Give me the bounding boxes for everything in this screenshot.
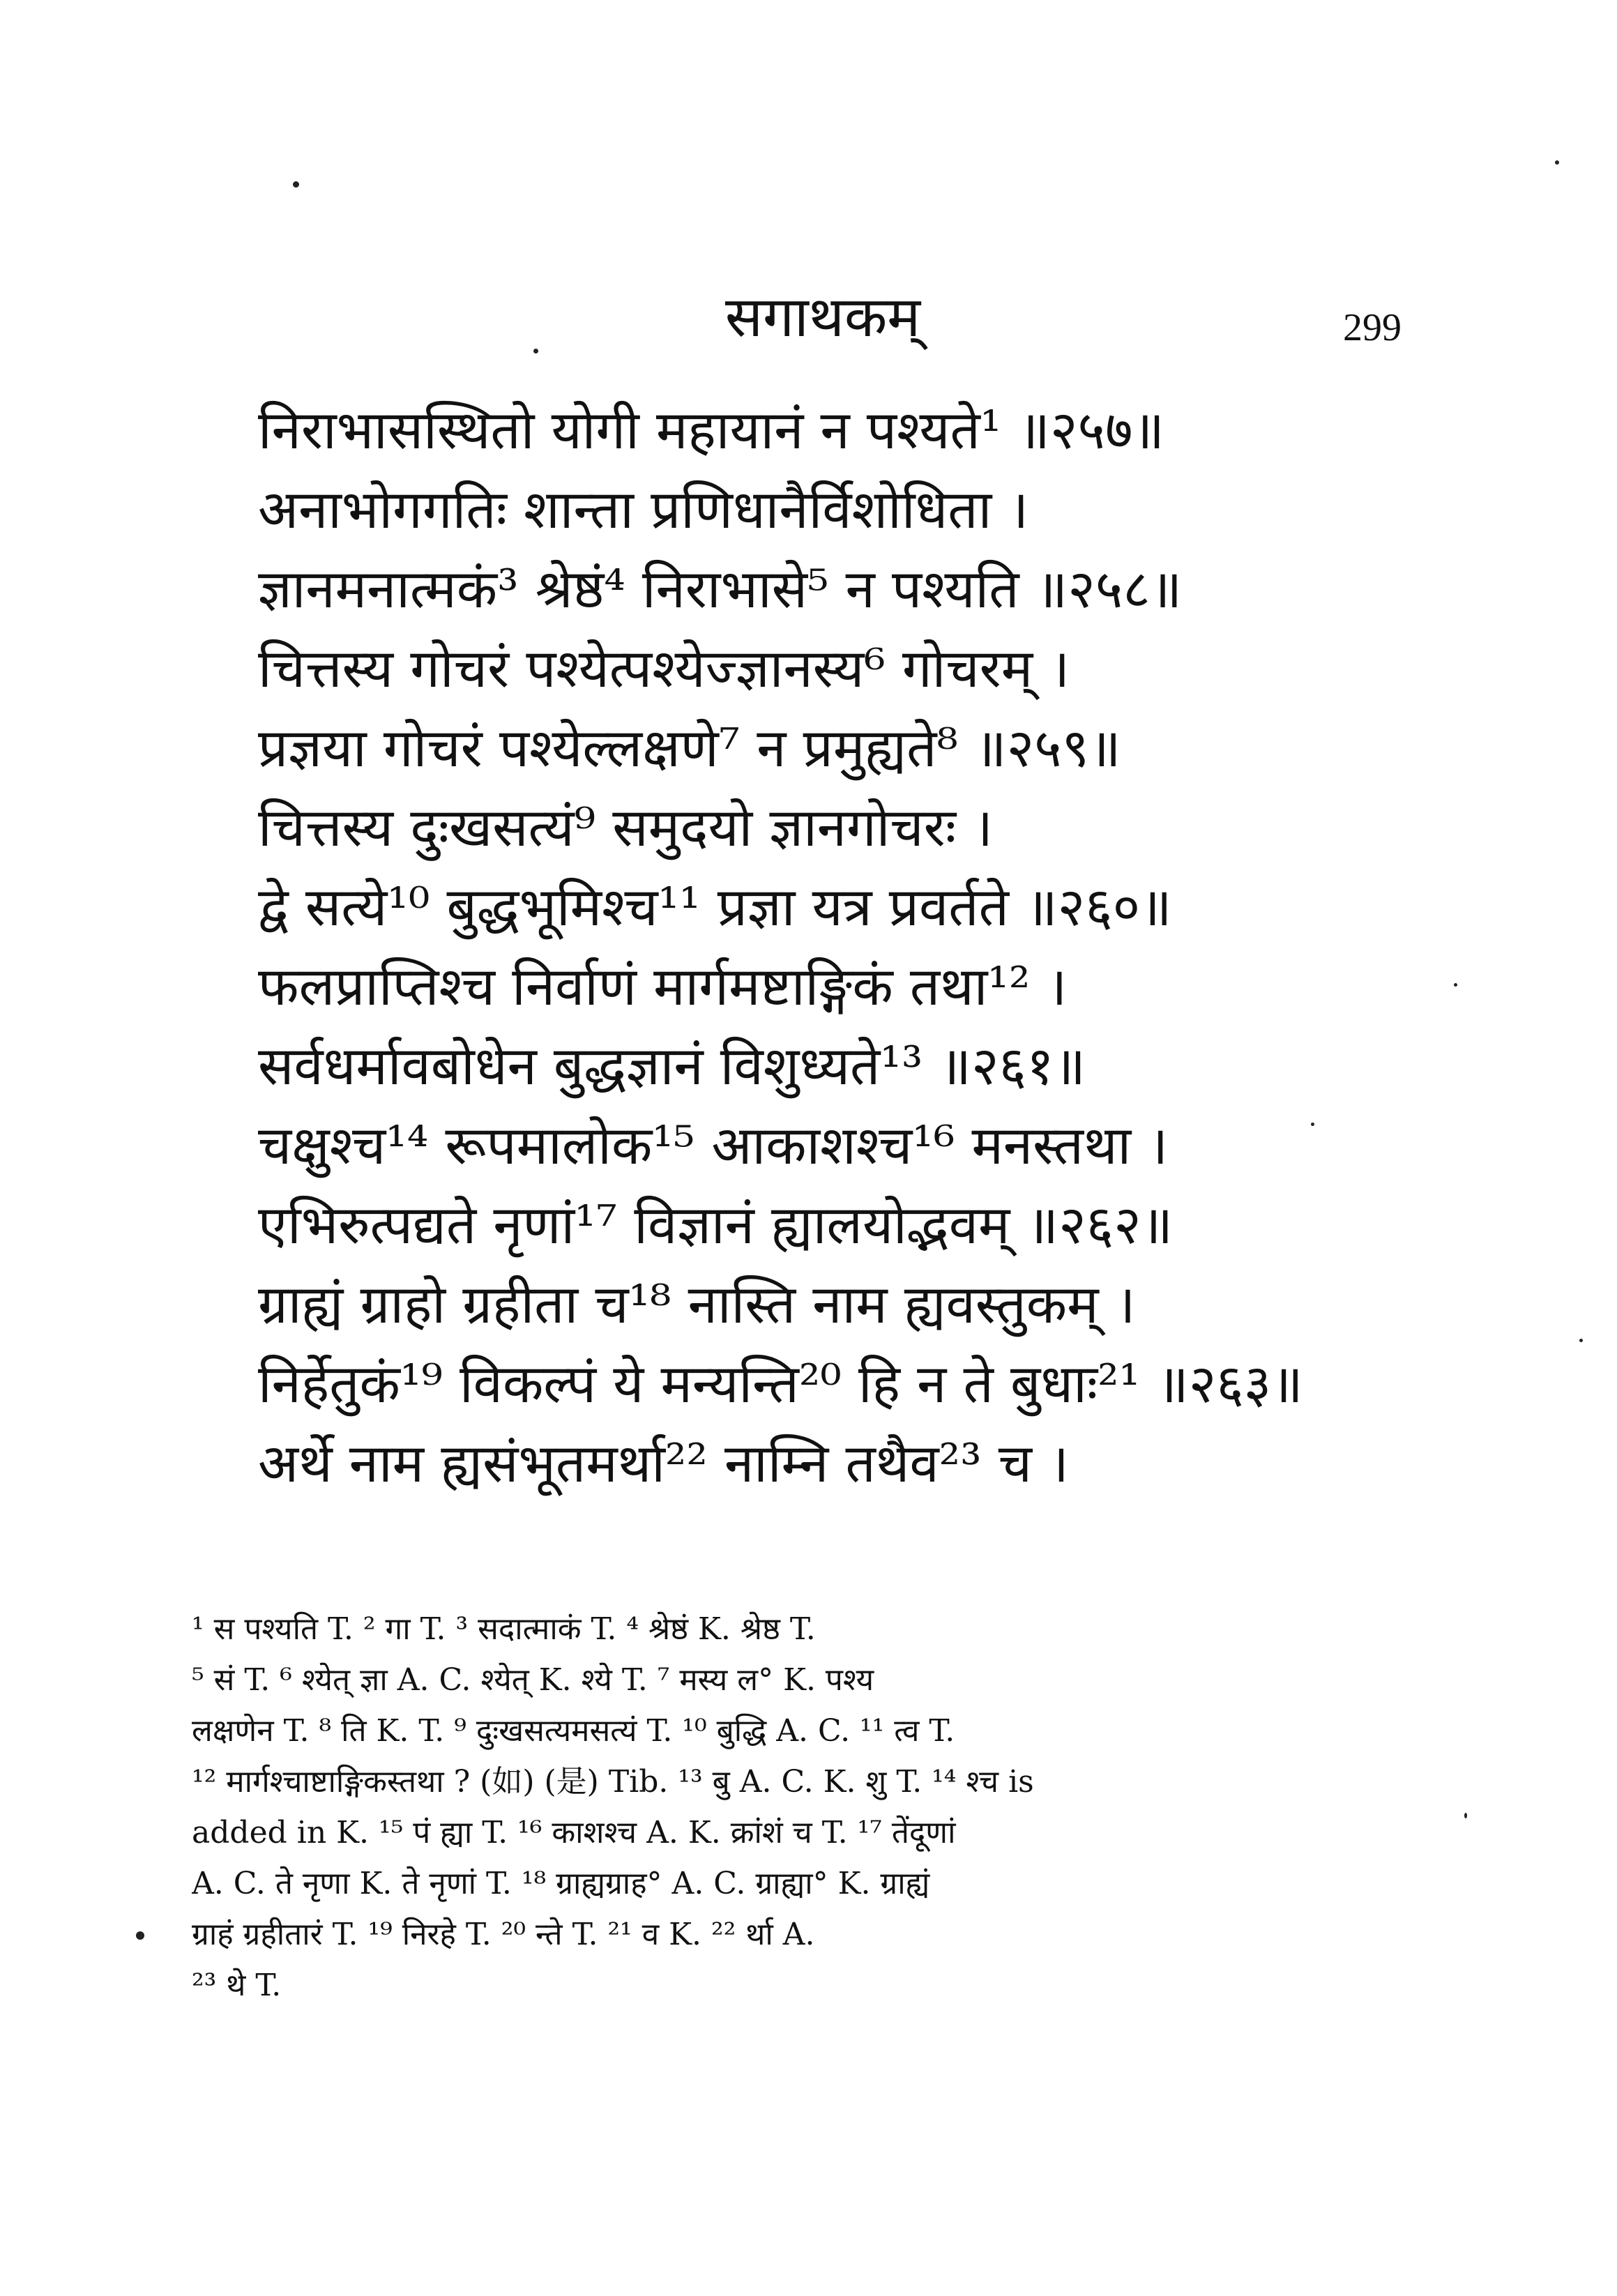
scan-speck: [1579, 1339, 1583, 1342]
verse-line: अनाभोगगतिः शान्ता प्रणिधानैर्विशोधिता ।: [258, 478, 1029, 540]
scan-speck: [1454, 983, 1457, 987]
verse-line: चित्तस्य गोचरं पश्येत्पश्येज्ज्ञानस्य⁶ गोचरम् ।: [258, 637, 1070, 699]
verse-line: सर्वधर्मावबोधेन बुद्धज्ञानं विशुध्यते¹³ ॥२६१॥: [258, 1035, 1086, 1097]
verse-line: ज्ञानमनात्मकं³ श्रेष्ठं⁴ निराभासे⁵ न पश्यति ॥२५८॥: [258, 558, 1183, 620]
footnote-line: लक्षणेन T. ⁸ ति K. T. ⁹ दुःखसत्यमसत्यं T. ¹⁰ बुद्धि A. C. ¹¹ त्व T.: [192, 1713, 955, 1749]
footnotes: [192, 1604, 1419, 2011]
footnote-line: ²³ थे T.: [192, 1968, 282, 2003]
footnote-line: added in K. ¹⁵ पं ह्या T. ¹⁶ काशश्च A. K. क्रांशं च T. ¹⁷ तेंदूणां: [192, 1815, 956, 1850]
verse-line: निराभासस्थितो योगी महायानं न पश्यते¹ ॥२५७॥: [258, 399, 1164, 461]
footnote-line: ¹ स पश्यति T. ² गा T. ³ सदात्माकं T. ⁴ श्रेष्ठं K. श्रेष्ठ T.: [192, 1611, 816, 1647]
verse-line: द्वे सत्ये¹⁰ बुद्धभूमिश्च¹¹ प्रज्ञा यत्र प्रवर्तते ॥२६०॥: [258, 876, 1172, 938]
running-title: सगाथकम्: [724, 284, 921, 349]
scan-speck: [293, 181, 299, 188]
footnote-line: A. C. ते नृणा K. ते नृणां T. ¹⁸ ग्राह्यग्राह° A. C. ग्राह्या° K. ग्राह्यं: [192, 1866, 930, 1901]
verse-line: फलप्राप्तिश्च निर्वाणं मार्गमष्टाङ्गिकं तथा¹² ।: [258, 955, 1068, 1017]
footnote-line: ⁵ सं T. ⁶ श्येत् ज्ञा A. C. श्येत् K. श्ये T. ⁷ मस्य ल° K. पश्य: [192, 1662, 874, 1698]
verse-line: निर्हेतुकं¹⁹ विकल्पं ये मन्यन्ति²⁰ हि न ते बुधाः²¹ ॥२६३॥: [258, 1353, 1303, 1415]
scan-speck: [1464, 1813, 1467, 1818]
footnote-line: ग्राहं ग्रहीतारं T. ¹⁹ निरहे T. ²⁰ न्ते T. ²¹ व K. ²² र्था A.: [192, 1917, 815, 1952]
verse-block: [258, 390, 1402, 1503]
page-number: 299: [1343, 306, 1402, 349]
footnote-line: ¹² मार्गश्चाष्टाङ्गिकस्तथा ? (如) (是) Tib. ¹³ बु A. C. K. शु T. ¹⁴ श्च is: [192, 1764, 1034, 1800]
verse-line: चित्तस्य दुःखसत्यं⁹ समुदयो ज्ञानगोचरः ।: [258, 796, 994, 858]
scan-speck: [1555, 160, 1559, 165]
scan-speck: [1311, 1123, 1314, 1126]
verse-line: अर्थे नाम ह्यसंभूतमर्था²² नाम्नि तथैव²³ च ।: [258, 1432, 1069, 1494]
verse-line: ग्राह्यं ग्राहो ग्रहीता च¹⁸ नास्ति नाम ह्यवस्तुकम् ।: [258, 1273, 1136, 1335]
verse-line: चक्षुश्च¹⁴ रूपमालोक¹⁵ आकाशश्च¹⁶ मनस्तथा ।: [258, 1114, 1169, 1176]
scan-speck: [533, 349, 538, 353]
verse-line: एभिरुत्पद्यते नृणां¹⁷ विज्ञानं ह्यालयोद्भवम् ॥२६२॥: [258, 1194, 1174, 1256]
verse-line: प्रज्ञया गोचरं पश्येल्लक्षणे⁷ न प्रमुह्यते⁸ ॥२५९॥: [258, 717, 1121, 779]
scan-speck: [136, 1931, 144, 1940]
